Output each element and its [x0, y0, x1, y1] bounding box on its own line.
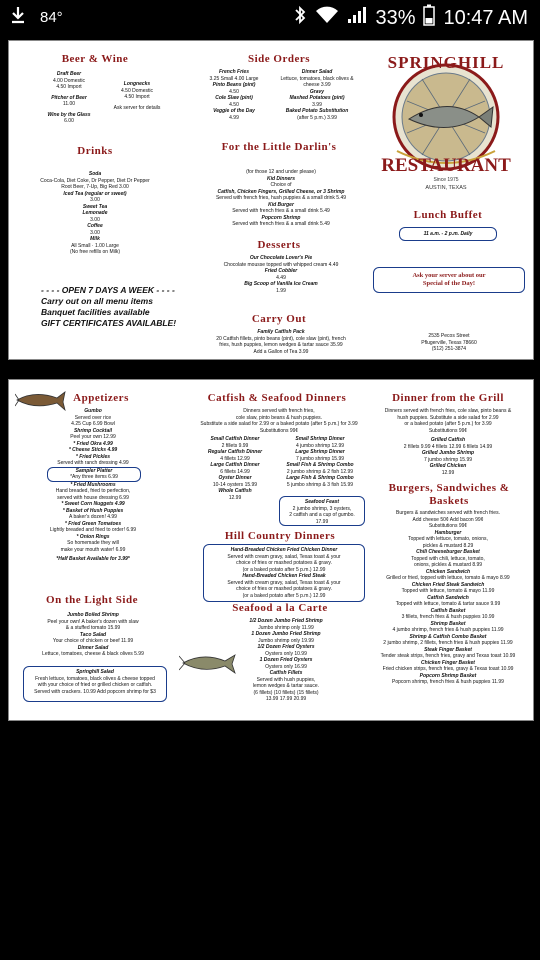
- desserts-list: Our Chocolate Lover's Pie Chocolate mousse topped with whipped cream 4.49 Fried Cobbler 4.49 Big Scoop of Vanilla Ice Cream 1.99: [223, 255, 339, 294]
- logo-word: RESTAURANT: [381, 155, 511, 176]
- beer-wine-longnecks: Longnecks 4.50 Domestic 4.50 Import Ask server for details: [113, 81, 161, 111]
- little-darlins-list: (for those 12 and under please) Kid Dinners Choice of Catfish, Chicken Fingers, Grilled Cheese, or 3 Shrimp Served with french fries, hush puppies & a small drink 5.49 Kid Burger Served with french fries & a small drink 5.49 Popcorn Shrimp Served with french fries & a small drink 5.49: [215, 169, 347, 227]
- seafood-feast-text: Seafood Feast 2 jumbo shrimp, 3 oysters, 2 catfish and a cup of gumbo. 17.99: [289, 499, 355, 525]
- address-block: 2535 Pecos Street Pflugerville, Texas 78660 (512) 251-3874: [421, 333, 477, 352]
- wifi-icon: [315, 6, 339, 30]
- hill-country-box: [203, 544, 365, 602]
- carry-out-title: Carry Out: [251, 313, 307, 325]
- catfish-seafood-title: Catfish & Seafood Dinners: [207, 392, 347, 404]
- lunch-buffet-box: [399, 227, 497, 241]
- catfish-intro: Dinners served with french fries, cole slaw, pinto beans & hush puppies. Substitute a side salad for 2.99 or a baked potato (after 5 p.m.) for 3.99 Substitutions 99¢: [200, 408, 358, 434]
- desserts-title: Desserts: [257, 239, 301, 251]
- light-side-title: On the Light Side: [46, 594, 138, 606]
- special-of-day-box: [373, 267, 525, 293]
- lunch-buffet-hours: 11 a.m. - 2 p.m. Daily: [423, 231, 473, 237]
- little-darlins-title: For the Little Darlin's: [221, 141, 337, 153]
- logo-name: SPRINGHILL: [387, 53, 505, 72]
- seafood-carte-title: Seafood a la Carte: [232, 602, 328, 614]
- burgers-list: Burgers & sandwiches served with french fries. Add cheese 50¢ Add bacon 99¢ Substitutions 99¢ Hamburger Topped with lettuce, tomato, onions, pickles & mustard 8.29 Chili Cheeseburger Basket Topped with chili, lettuce, tomato, onions, pickles & mustard 8.99 Chicken Sandwich Grilled or fried, topped with lettuce, tomato & mayo 8.99 Chicken Fried Steak Sandwich Topped with lettuce, tomato & mayo 11.99 Catfish Sandwich Topped with lettuce, tomato & tartar sauce 9.99 Catfish Basket 3 fillets, french fries & hush puppies 10.99 Shrimp Basket 4 jumbo shrimp, french fries & hush puppies 11.99 Shrimp & Catfish Combo Basket 2 jumbo shrimp, 2 fillets, french fries & hush puppies 11.99 Steak Finger Basket Tender steak strips, french fries, gravy and Texas toast 10.99 Chicken Finger Basket Fried chicken strips, french fries, gravy & Texas toast 10.99 Popcorn Shrimp Basket Popcorn shrimp, french fries & hush puppies 11.99: [380, 510, 516, 685]
- beer-wine-title: Beer & Wine: [61, 53, 129, 65]
- catfish-dinners-left: Small Catfish Dinner 2 fillets 9.99 Regular Catfish Dinner 4 fillets 12.99 Large Catfish Dinner 6 fillets 14.99 Oyster Dinner 10-14 oysters 15.99 Whole Catfish 12.99: [207, 436, 263, 501]
- hill-country-text: Hand-Breaded Chicken Fried Chicken Dinner Served with cream gravy, salad, Texas toast & your choice of fries or mashed potatoes & gravy. (or a baked potato after 5 p.m.) 12.99 Hand-Breaded Chicken Fried Steak Served with cream gravy, salad, Texas toast & your choice of fries or mashed potatoes & gravy. (or a baked potato after 5 p.m.) 12.99: [227, 547, 341, 599]
- logo-city: AUSTIN, TEXAS: [425, 185, 467, 191]
- light-side-list: Jumbo Boiled Shrimp Peel your own! A baker's dozen with slaw & a stuffed tomato 15.99 Taco Salad Your choice of chicken or beef 11.99 Dinner Salad Lettuce, tomatoes, cheese & black olives 5.99: [42, 612, 144, 657]
- seafood-carte-list: 1/2 Dozen Jumbo Fried Shrimp Jumbo shrimp only 11.99 1 Dozen Jumbo Fried Shrimp Jumbo shrimp only 19.99 1/2 Dozen Fried Oysters Oysters only 10.99 1 Dozen Fried Oysters Oysters only 16.99 Catfish Fillets Served with hush puppies, lemon wedges & tartar sauce. (6 fillets) (10 fillets) (15 fillets) 13.99 17.99 20.99: [249, 618, 323, 702]
- clock-text: 10:47 AM: [443, 6, 528, 29]
- side-orders-title: Side Orders: [247, 53, 311, 65]
- springhill-salad-text: Springhill Salad Fresh lettuce, tomatoes, black olives & cheese topped with your choice of fried or grilled chicken or catfish. Served with crackers. 10.99 Add popcorn shrimp for $3: [34, 669, 156, 695]
- grill-title: Dinner from the Grill: [392, 392, 504, 404]
- drinks-title: Drinks: [77, 145, 113, 157]
- grill-list: Dinners served with french fries, cole slaw, pinto beans & hush puppies. Substitute a side salad for 2.99 or a baked potato (after 5 p.m.) for 3.99 Substitutions 99¢ Grilled Catfish 2 fillets 9.99 4 fillets 12.99 6 fillets 14.99 Grilled Jumbo Shrimp 7 jumbo shrimp 15.99 Grilled Chicken 12.99: [384, 408, 512, 476]
- side-orders-list: French Fries 3.25 Small 4.00 Large Pinto Beans (pint) 4.50 Cole Slaw (pint) 4.50 Veggie of the Day 4.99: [209, 69, 259, 121]
- logo-since: Since 1975: [433, 177, 459, 183]
- lunch-buffet-title: Lunch Buffet: [413, 209, 483, 221]
- drinks-list: Soda Coca-Cola, Diet Coke, Dr Pepper, Diet Dr Pepper Root Beer, 7-Up, Big Red 3.00 Iced Tea (regular or sweet) 3.00 Sweet Tea Lemonade 3.00 Coffee 3.00 Milk All Small · 1.00 Large (No free refills on Milk): [40, 171, 150, 255]
- burgers-title: Burgers, Sandwiches & Baskets: [388, 482, 510, 507]
- side-orders-list-2: Dinner Salad Lettuce, tomatoes, black olives & cheese 3.99 Gravy Mashed Potatoes (pint) 3.99 Baked Potato Substitution (after 5 p.m.) 3.99: [280, 69, 354, 121]
- carry-out-list: Family Catfish Pack 20 Catfish fillets, pinto beans (pint), cole slaw (pint), french fries, hush puppies, lemon wedges & tartar sauce 35.99 Add a Gallon of Tea 3.99: [216, 329, 346, 355]
- special-of-day-text: Ask your server about our Special of the Day!: [412, 272, 486, 287]
- beer-wine-list: Draft Beer 4.00 Domestic 4.50 Import Pitcher of Beer 11.00 Wine by the Glass 6.00: [47, 71, 91, 124]
- temperature-text: 84°: [40, 8, 63, 26]
- menu-page-top: [8, 40, 534, 360]
- seafood-feast-box: [279, 496, 365, 526]
- restaurant-notices: - - - - OPEN 7 DAYS A WEEK - - - - Carry out on all menu items Banquet facilities available GIFT CERTIFICATES AVAILABLE!: [41, 285, 177, 328]
- springhill-salad-box: [23, 666, 167, 702]
- status-bar: [0, 0, 540, 36]
- catfish-dinners-right: Small Shrimp Dinner 4 jumbo shrimp 12.99 Large Shrimp Dinner 7 jumbo shrimp 15.99 Small Fish & Shrimp Combo 2 jumbo shrimp & 2 fish 12.99 Large Fish & Shrimp Combo 5 jumbo shrimp & 3 fish 15.99: [286, 436, 354, 488]
- appetizers-title: Appetizers: [73, 392, 129, 404]
- download-icon: [10, 6, 26, 28]
- sampler-platter-box: Sampler Platter *Any three items 6.99: [47, 467, 141, 482]
- restaurant-logo: [367, 51, 525, 201]
- battery-icon: [423, 4, 435, 32]
- bottom-black-area: [0, 900, 540, 960]
- signal-icon: [347, 6, 367, 30]
- hill-country-title: Hill Country Dinners: [224, 530, 336, 542]
- bluetooth-icon: [293, 5, 307, 31]
- menu-page-bottom: [8, 379, 534, 721]
- appetizers-list: Gumbo Served over rice 4.25 Cup 6.99 Bowl Shrimp Cocktail Peel your own 12.99 * Fried Okra 4.99 * Cheese Sticks 4.99 * Fried Pickles Served with ranch dressing 4.99 Sampler Platter *Any three items 6.99 * Fried Mushrooms Hand breaded, fried to perfection, served with house dressing 6.99 * Sweet Corn Nuggets 4.99 * Basket of Hush Puppies A baker's dozen! 4.99 * Fried Green Tomatoes Lightly breaded and fried to order! 6.99 * Onion Rings So homemade they will make your mouth water! 6.99 *Half Basket Available for 3.99*: [29, 408, 157, 563]
- battery-text: 33%: [375, 6, 416, 29]
